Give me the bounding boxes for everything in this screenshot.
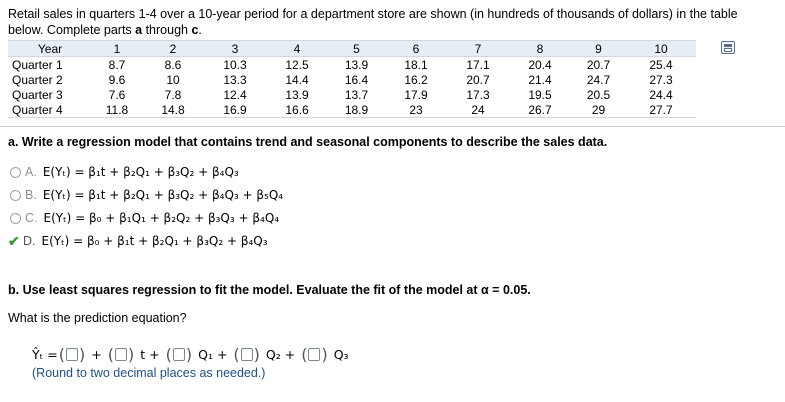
paren-open: ( <box>301 345 308 364</box>
table-cell: 20.5 <box>571 87 626 102</box>
table-header-year: Year <box>8 41 92 57</box>
paren-open: ( <box>107 345 115 364</box>
table-cell: 7.6 <box>92 87 142 102</box>
option-b[interactable] <box>10 186 283 204</box>
table-cell: 8.7 <box>92 57 142 73</box>
table-cell: 10.3 <box>204 57 266 73</box>
table-row <box>8 57 696 73</box>
table-header-cell: 6 <box>385 41 447 57</box>
table-cell: 24.4 <box>626 87 696 102</box>
table-cell: 14.4 <box>266 72 328 87</box>
table-cell: 19.5 <box>509 87 571 102</box>
term-text: Q₂ + <box>265 347 296 362</box>
table-cell: 16.4 <box>328 72 385 87</box>
part-b-question: b. Use least squares regression to fit the model. Evaluate the fit of the model at α = 0.05. <box>8 283 531 297</box>
option-equation: E(Yₜ) = β₀ + β₁Q₁ + β₂Q₂ + β₃Q₃ + β₄Q₄ <box>43 211 280 225</box>
checkmark-icon: ✔ <box>8 232 20 249</box>
table-cell: 25.4 <box>626 57 696 73</box>
paren-close: ) <box>253 345 260 364</box>
intro-text: below. Complete parts <box>8 23 136 37</box>
table-cell: 16.2 <box>385 72 447 87</box>
table-cell: 26.7 <box>509 102 571 118</box>
paren-open: ( <box>233 345 240 364</box>
table-cell: 13.7 <box>328 87 385 102</box>
answer-box-t[interactable] <box>115 348 127 361</box>
prediction-equation <box>32 345 354 364</box>
table-cell: 23 <box>385 102 447 118</box>
term-text: Q₁ + <box>198 347 228 362</box>
option-d[interactable] <box>10 232 268 250</box>
table-cell: 29 <box>571 102 626 118</box>
table-header-cell: 4 <box>266 41 328 57</box>
paren-close: ) <box>185 345 193 364</box>
table-cell: 16.6 <box>266 102 328 118</box>
table-cell: 20.7 <box>571 57 626 73</box>
paren-close: ) <box>128 345 135 364</box>
sales-table <box>8 40 696 118</box>
option-letter: A. <box>25 165 37 179</box>
paren-close: ) <box>79 345 86 364</box>
term-text: t + <box>140 347 160 362</box>
table-cell: 17.9 <box>385 87 447 102</box>
table-cell: 9.6 <box>92 72 142 87</box>
table-header-cell: 2 <box>142 41 204 57</box>
table-cell: 11.8 <box>92 102 142 118</box>
table-cell: 20.4 <box>509 57 571 73</box>
table-cell: 17.1 <box>447 57 509 73</box>
yhat-label: Ŷₜ = <box>32 347 58 362</box>
answer-box-intercept[interactable] <box>66 348 78 361</box>
table-header-cell: 5 <box>328 41 385 57</box>
option-equation: E(Yₜ) = β₀ + β₁t + β₂Q₁ + β₃Q₂ + β₄Q₃ <box>41 234 268 248</box>
radio-icon[interactable] <box>10 213 21 224</box>
table-cell: 14.8 <box>142 102 204 118</box>
row-label: Quarter 1 <box>8 57 92 73</box>
table-cell: 16.9 <box>204 102 266 118</box>
section-divider <box>0 126 785 127</box>
table-cell: 10 <box>142 72 204 87</box>
radio-icon[interactable] <box>10 190 21 201</box>
answer-box-q3[interactable] <box>308 348 320 361</box>
part-a-question: a. Write a regression model that contains trend and seasonal components to describe the sales data. <box>8 135 608 149</box>
option-letter: C. <box>25 211 38 225</box>
row-label: Quarter 3 <box>8 87 92 102</box>
rounding-hint: (Round to two decimal places as needed.) <box>32 366 266 380</box>
table-cell: 13.9 <box>328 57 385 73</box>
paren-open: ( <box>165 345 172 364</box>
option-equation: E(Yₜ) = β₁t + β₂Q₁ + β₃Q₂ + β₄Q₃ <box>42 165 239 179</box>
table-cell: 27.3 <box>626 72 696 87</box>
table-cell: 24 <box>447 102 509 118</box>
intro-text: . <box>198 23 202 37</box>
table-header-cell: 10 <box>626 41 696 57</box>
option-c[interactable] <box>10 209 279 227</box>
table-row <box>8 87 696 102</box>
answer-box-q1[interactable] <box>173 348 185 361</box>
table-row <box>8 72 696 87</box>
table-cell: 12.4 <box>204 87 266 102</box>
intro-line-1: Retail sales in quarters 1-4 over a 10-year period for a department store are shown (in hundreds of thousands of dollars) in the table <box>8 7 738 21</box>
table-cell: 27.7 <box>626 102 696 118</box>
row-label: Quarter 4 <box>8 102 92 118</box>
table-header-cell: 7 <box>447 41 509 57</box>
table-header-cell: 3 <box>204 41 266 57</box>
table-header-cell: 8 <box>509 41 571 57</box>
problem-intro <box>8 6 778 38</box>
table-header-row <box>8 41 696 57</box>
intro-text: through <box>142 23 192 37</box>
paren-close: ) <box>321 345 328 364</box>
table-cell: 24.7 <box>571 72 626 87</box>
paren-open: ( <box>58 345 66 364</box>
answer-box-q2[interactable] <box>241 348 253 361</box>
term-text: + <box>91 347 102 362</box>
table-header-cell: 9 <box>571 41 626 57</box>
option-letter: D. <box>23 234 36 248</box>
intro-bold-a: a <box>135 23 143 37</box>
intro-line-2 <box>8 22 778 38</box>
prediction-prompt: What is the prediction equation? <box>8 311 187 325</box>
table-header-cell: 1 <box>92 41 142 57</box>
row-label: Quarter 2 <box>8 72 92 87</box>
table-cell: 18.9 <box>328 102 385 118</box>
radio-icon[interactable] <box>10 167 21 178</box>
table-cell: 18.1 <box>385 57 447 73</box>
table-cell: 12.5 <box>266 57 328 73</box>
option-equation: E(Yₜ) = β₁t + β₂Q₁ + β₃Q₂ + β₄Q₃ + β₅Q₄ <box>42 188 284 202</box>
intro-bold-c: c <box>191 23 199 37</box>
option-letter: B. <box>25 188 37 202</box>
term-text: Q₃ <box>333 347 349 362</box>
table-cell: 13.9 <box>266 87 328 102</box>
table-cell: 13.3 <box>204 72 266 87</box>
table-cell: 7.8 <box>142 87 204 102</box>
table-cell: 20.7 <box>447 72 509 87</box>
table-cell: 21.4 <box>509 72 571 87</box>
option-a[interactable] <box>10 163 239 181</box>
table-cell: 17.3 <box>447 87 509 102</box>
table-cell: 8.6 <box>142 57 204 73</box>
copy-table-icon[interactable] <box>721 41 735 54</box>
table-row <box>8 102 696 118</box>
